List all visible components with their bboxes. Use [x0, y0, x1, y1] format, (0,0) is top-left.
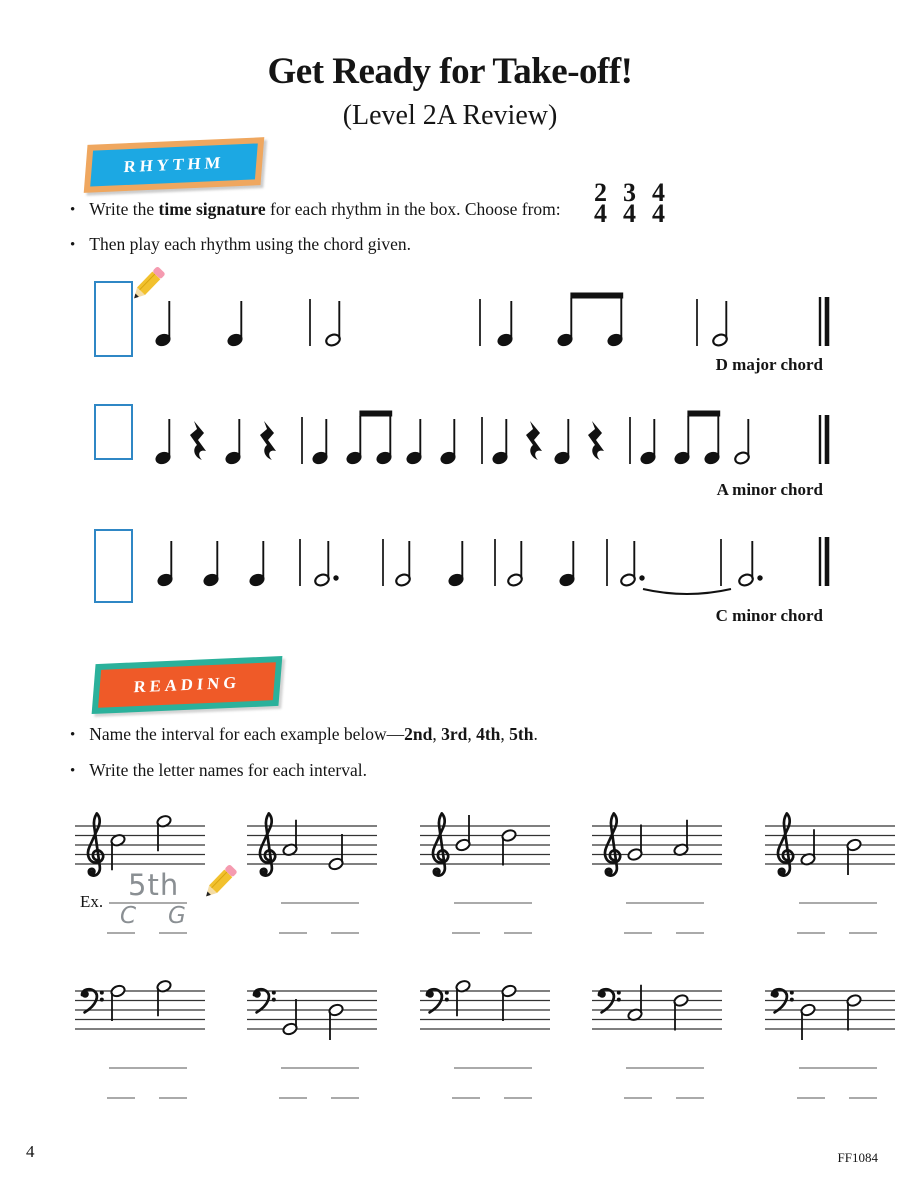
- reading-badge-label: READING: [98, 662, 276, 708]
- example-letter-answer-1: C: [120, 903, 137, 929]
- rhythm-badge-label: RHYTHM: [90, 143, 258, 186]
- chord-label-a-minor: A minor chord: [716, 480, 823, 499]
- example-label: Ex.: [80, 892, 104, 911]
- treble-interval-example-2: [239, 806, 385, 956]
- rhythm-instruction-2: • Then play each rhythm using the chord given.: [70, 234, 411, 255]
- bass-interval-example-2: [239, 971, 385, 1121]
- quarter-rest: [260, 421, 276, 460]
- reading-instruction-2: • Write the letter names for each interval.: [70, 760, 367, 781]
- catalog-number: FF1084: [837, 1150, 878, 1165]
- bass-interval-example-3: [412, 971, 558, 1121]
- page-number: 4: [26, 1142, 35, 1161]
- tie: [643, 589, 731, 594]
- treble-interval-example-5: [757, 806, 900, 956]
- time-signature-choices: [594, 178, 665, 228]
- eighth-note-beam: [687, 411, 720, 417]
- chord-label-c-minor: C minor chord: [715, 606, 823, 625]
- augmentation-dot: [757, 575, 762, 580]
- quarter-rest: [190, 421, 206, 460]
- quarter-rest: [588, 421, 604, 460]
- chord-label-d-major: D major chord: [715, 355, 823, 374]
- reading-instruction-1: • Name the interval for each example below—2nd, 3rd, 4th, 5th.: [70, 724, 538, 745]
- rhythm-line-2: [135, 390, 847, 494]
- eighth-note-beam: [359, 411, 392, 417]
- quarter-rest: [526, 421, 542, 460]
- page-title: Get Ready for Take-off!: [267, 51, 633, 92]
- reading-section-badge: [92, 656, 283, 714]
- time-signature-choice-1: 2 4: [594, 178, 607, 228]
- eighth-note-beam: [570, 293, 623, 299]
- time-signature-answer-box-3[interactable]: [94, 529, 133, 603]
- treble-interval-example-3: [412, 806, 558, 956]
- bass-interval-example-4: [584, 971, 730, 1121]
- bass-interval-example-1: [67, 971, 213, 1121]
- rhythm-instruction-1: • Write the time signature for each rhythm in the box. Choose from:: [70, 199, 561, 220]
- example-letter-answer-2: G: [168, 903, 186, 929]
- example-interval-answer: 5th: [128, 868, 180, 902]
- page-subtitle: (Level 2A Review): [342, 100, 558, 131]
- augmentation-dot: [333, 575, 338, 580]
- bass-interval-example-5: [757, 971, 900, 1121]
- augmentation-dot: [639, 575, 644, 580]
- rhythm-line-3: [135, 514, 847, 618]
- rhythm-section-badge: [84, 137, 265, 193]
- time-signature-choice-2: 3 4: [623, 178, 636, 228]
- time-signature-choice-3: 4 4: [652, 178, 665, 228]
- time-signature-answer-box-2[interactable]: [94, 404, 133, 460]
- treble-interval-example-4: [584, 806, 730, 956]
